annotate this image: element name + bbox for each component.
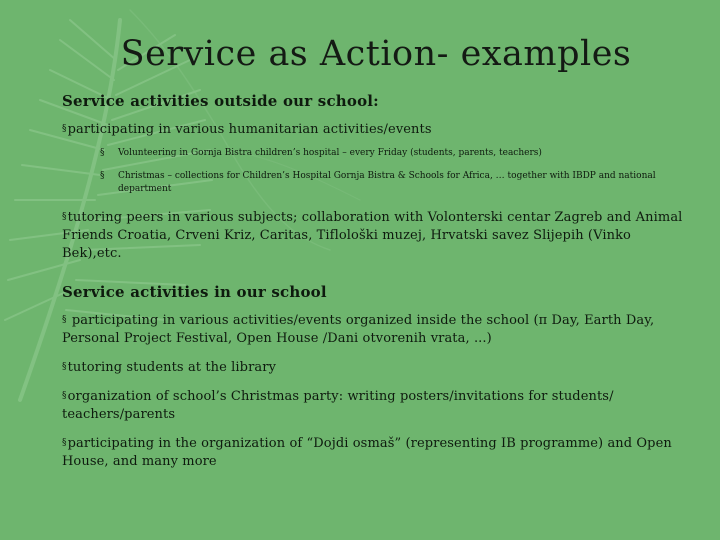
bullet-icon: § [62,315,67,325]
heading-outside-school: Service activities outside our school: [62,92,379,110]
sub-list [62,147,692,196]
sub-bullet-icon: § [100,171,105,181]
item-text: tutoring students at the library [67,360,277,375]
item-text: organization of school’s Christmas party: writing posters/invitations for students/ teachers/parents [62,389,614,422]
item-text: participating in various humanitarian activities/events [67,122,432,137]
list-item [62,208,692,263]
bullet-icon: § [62,212,67,222]
sub-list-item [100,147,692,160]
list-item [62,387,692,424]
heading-inside-school: Service activities in our school [62,283,327,301]
item-text: participating in various activities/events organized inside the school (π Day, Earth Day, Personal Project Festival, Open House /Dani otvorenih vrata, ...) [62,313,655,346]
list-item [62,358,692,377]
bullet-icon: § [62,391,67,401]
item-text: participating in the organization of “Dojdi osmaš” (representing IB programme) and Open House, and many more [62,436,672,469]
bullet-icon: § [62,124,67,134]
sub-item-text: Volunteering in Gornja Bistra children’s hospital – every Friday (students, parents, teachers) [118,148,542,158]
list-item [62,311,692,348]
list-item [62,434,692,471]
sub-bullet-icon: § [100,148,105,158]
sub-list-item [100,170,692,196]
slide-content [62,92,692,481]
list-item [62,120,692,139]
item-text: tutoring peers in various subjects; collaboration with Volonterski centar Zagreb and Animal Friends Croatia, Crveni Kriz, Caritas, Tiflološki muzej, Hrvatski savez Slijepih (Vinko Bek),etc. [62,210,683,261]
slide-title: Service as Action- examples [120,34,632,74]
sub-item-text: Christmas – collections for Children’s Hospital Gornja Bistra & Schools for Africa, … together with IBDP and national department [118,171,656,194]
bullet-icon: § [62,362,67,372]
bullet-icon: § [62,438,67,448]
